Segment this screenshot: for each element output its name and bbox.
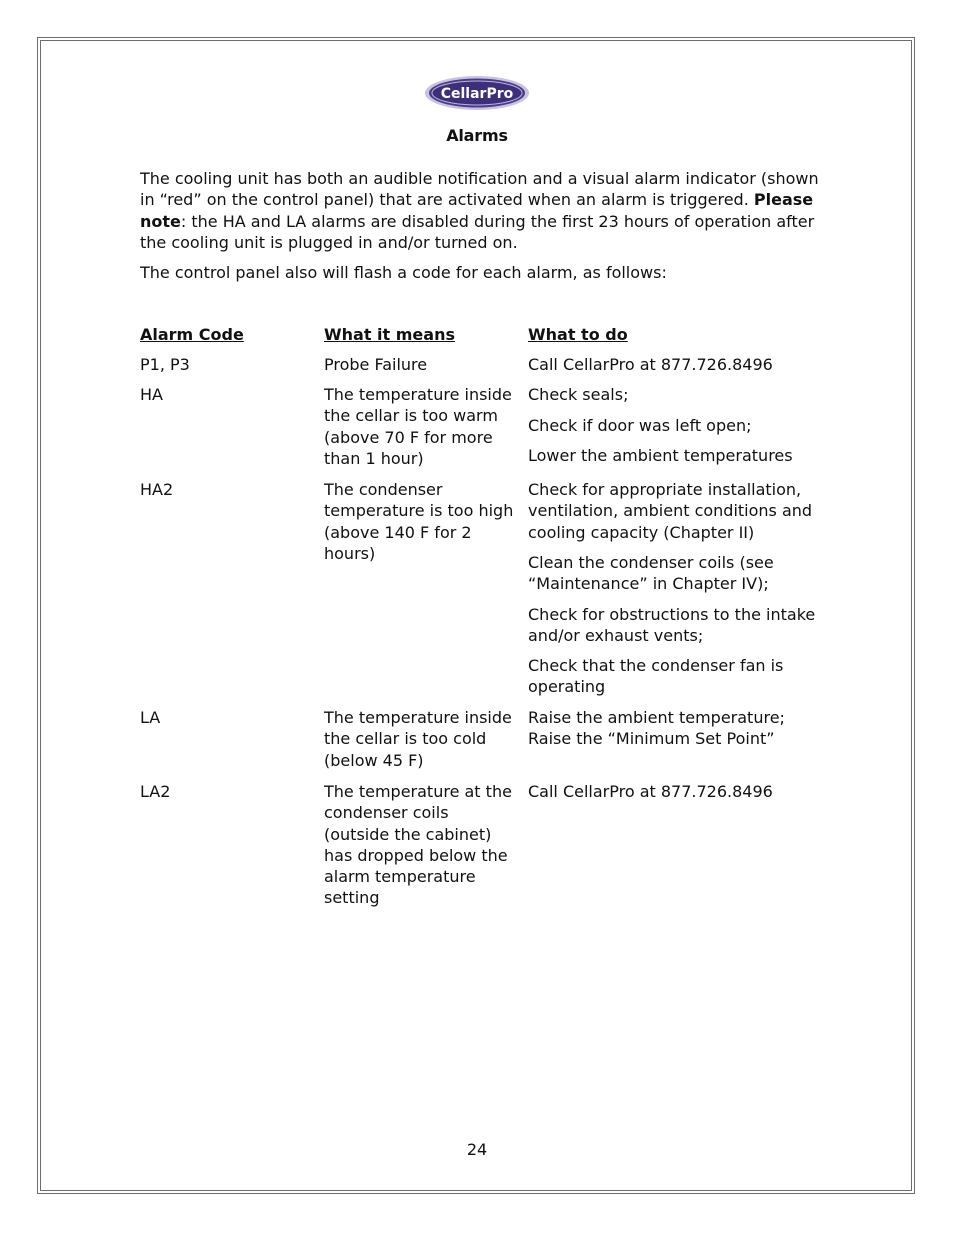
alarm-code: LA2 [140,782,171,801]
intro-paragraph [140,168,820,253]
alarm-meaning: The temperature at the condenser coils (outside the cabinet) has dropped below the alarm temperature setting [324,782,512,908]
alarm-action: Clean the condenser coils (see “Maintenance” in Chapter IV); [528,553,774,594]
svg-text:CellarPro: CellarPro [440,86,514,102]
alarm-action: Check if door was left open; [528,416,752,435]
alarm-code: LA [140,708,161,727]
alarm-action: Call CellarPro at 877.726.8496 [528,782,773,801]
alarm-action: Check for obstructions to the intake and/or exhaust vents; [528,605,816,646]
intro-text-b: : the HA and LA alarms are disabled during the first 23 hours of operation after the cooling unit is plugged in and/or turned on. [140,211,815,252]
header-what-to-do: What to do [528,325,628,344]
page-title: Alarms [446,126,508,145]
alarm-action: Check for appropriate installation, ventilation, ambient conditions and cooling capacity (Chapter II) [528,480,813,542]
alarm-code: P1, P3 [140,355,190,374]
alarm-meaning: The temperature inside the cellar is too cold (below 45 F) [324,708,512,770]
header-what-it-means: What it means [324,325,455,344]
alarm-action: Check that the condenser fan is operating [528,656,784,697]
alarm-meaning: The temperature inside the cellar is too warm (above 70 F for more than 1 hour) [324,385,512,468]
cellarpro-logo [424,75,530,111]
page-number: 24 [466,1140,488,1159]
header-alarm-code: Alarm Code [140,325,244,344]
alarm-action: Raise the ambient temperature; Raise the “Minimum Set Point” [528,708,785,749]
lead-paragraph: The control panel also will flash a code for each alarm, as follows: [140,263,667,282]
alarm-action: Call CellarPro at 877.726.8496 [528,355,773,374]
intro-text-a: The cooling unit has both an audible notification and a visual alarm indicator (shown in “red” on the control panel) that are activated when an alarm is triggered. [140,169,819,210]
alarm-code: HA2 [140,480,174,499]
alarm-meaning: The condenser temperature is too high (above 140 F for 2 hours) [324,480,514,563]
please-note-label: Please note [140,190,814,231]
alarm-code: HA [140,385,163,404]
alarm-meaning: Probe Failure [324,355,428,374]
alarm-action: Check seals; [528,385,629,404]
alarm-action: Lower the ambient temperatures [528,446,793,465]
